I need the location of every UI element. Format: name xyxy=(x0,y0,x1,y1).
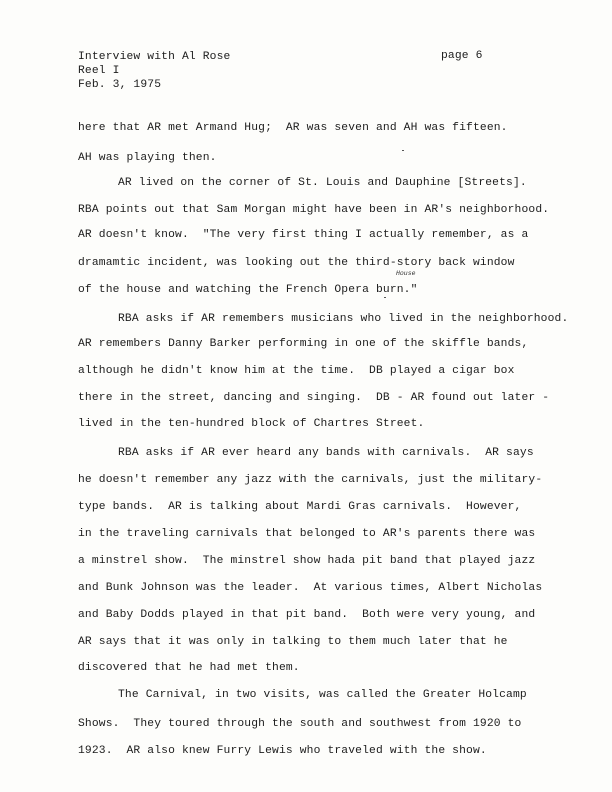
text-line: AR doesn't know. "The very first thing I actually remember, as a xyxy=(78,229,529,241)
reel-number: Reel I xyxy=(78,65,120,77)
text-line: a minstrel show. The minstrel show hada pit band that played jazz xyxy=(78,555,536,567)
text-line: although he didn't know him at the time. DB played a cigar box xyxy=(78,365,515,377)
text-line: and Baby Dodds played in that pit band. Both were very young, and xyxy=(78,609,536,621)
text-line: RBA asks if AR remembers musicians who lived in the neighborhood. xyxy=(118,313,569,325)
text-line: and Bunk Johnson was the leader. At various times, Albert Nicholas xyxy=(78,582,543,594)
text-line: The Carnival, in two visits, was called the Greater Holcamp xyxy=(118,689,527,701)
speck-mark xyxy=(402,150,404,151)
text-line: Shows. They toured through the south and southwest from 1920 to xyxy=(78,718,522,730)
interview-date: Feb. 3, 1975 xyxy=(78,79,162,91)
text-line: there in the street, dancing and singing. DB - AR found out later - xyxy=(78,392,550,404)
header-block xyxy=(78,50,230,92)
interview-title: Interview with Al Rose xyxy=(78,51,231,63)
text-line: he doesn't remember any jazz with the carnivals, just the military- xyxy=(78,474,543,486)
text-line: in the traveling carnivals that belonged to AR's parents there was xyxy=(78,528,536,540)
text-line: dramamtic incident, was looking out the third-story back window xyxy=(78,257,515,269)
text-line: RBA asks if AR ever heard any bands with carnivals. AR says xyxy=(118,447,534,459)
text-line: 1923. AR also knew Furry Lewis who traveled with the show. xyxy=(78,745,487,757)
text-line: AR lived on the corner of St. Louis and Dauphine [Streets]. xyxy=(118,177,527,189)
page-number: page 6 xyxy=(441,50,483,62)
text-line: AH was playing then. xyxy=(78,152,217,164)
handwritten-insertion: House xyxy=(396,270,416,277)
text-line: here that AR met Armand Hug; AR was seven and AH was fifteen. xyxy=(78,122,508,134)
text-line: discovered that he had met them. xyxy=(78,662,300,674)
text-line: type bands. AR is talking about Mardi Gras carnivals. However, xyxy=(78,501,522,513)
text-line: AR remembers Danny Barker performing in one of the skiffle bands, xyxy=(78,338,529,350)
text-line: RBA points out that Sam Morgan might have been in AR's neighborhood. xyxy=(78,204,550,216)
text-line: of the house and watching the French Opera burn." xyxy=(78,284,418,296)
text-line: lived in the ten-hundred block of Chartres Street. xyxy=(78,418,425,430)
caret-mark xyxy=(384,297,386,298)
text-line: AR says that it was only in talking to them much later that he xyxy=(78,636,508,648)
